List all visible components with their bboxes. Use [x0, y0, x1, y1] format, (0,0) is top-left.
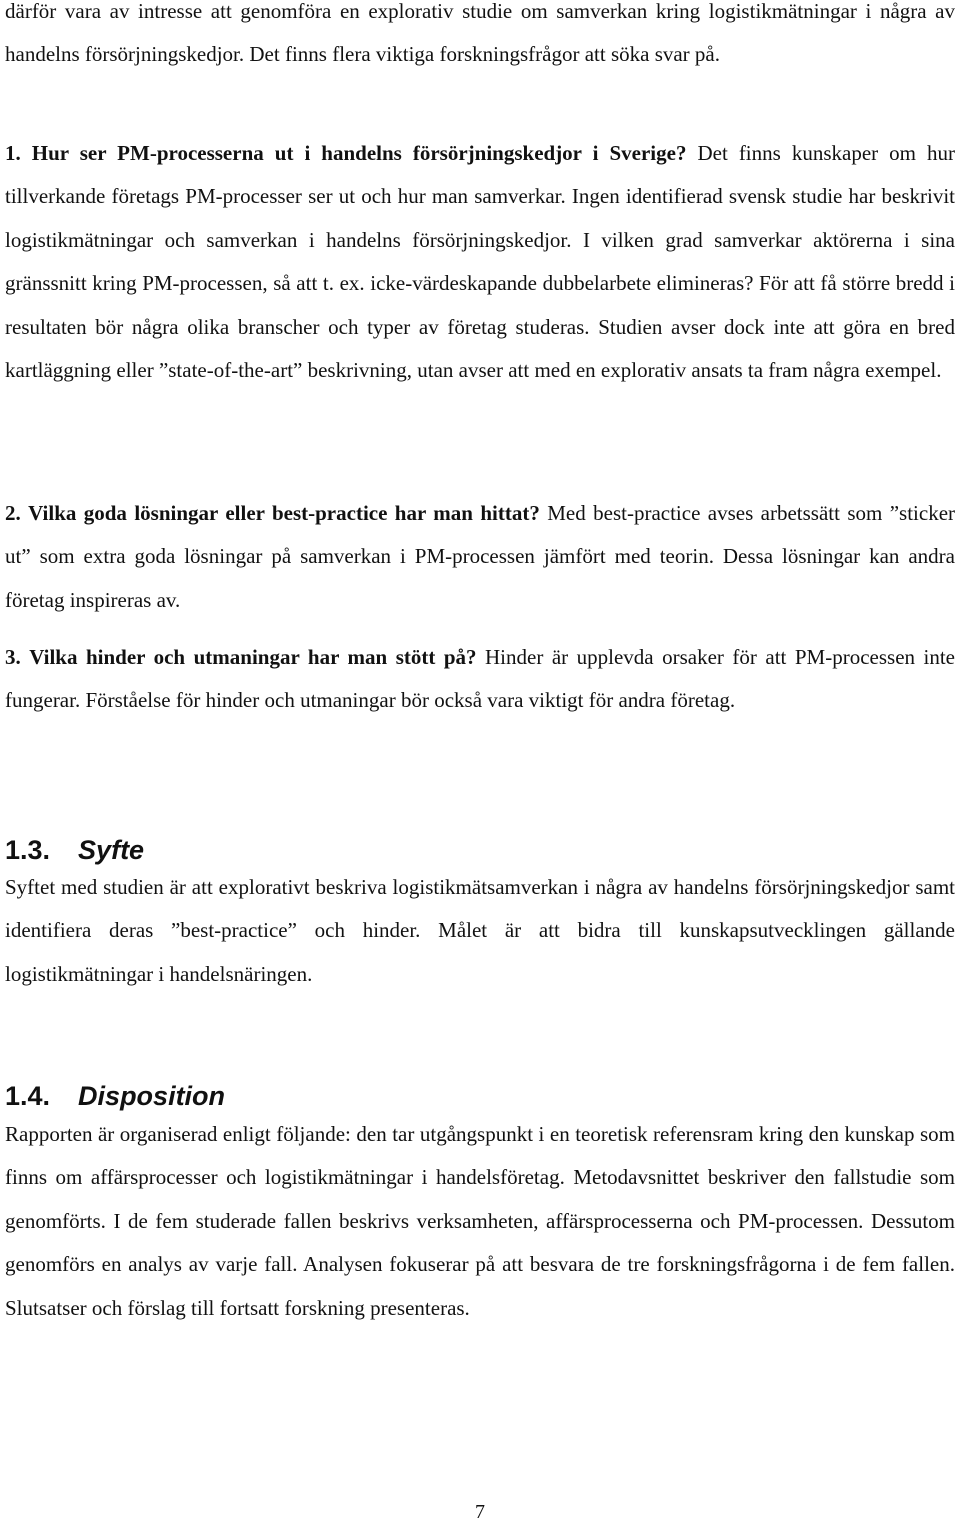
- question-body: Det finns kunskaper om hur tillverkande företags PM-processer ser ut och hur man samverkar. Ingen identifierad svensk studie har beskrivit logistikmätningar och samverkan i handelns försörjningskedjor. I vilken grad samverkar aktörerna i sina gränssnitt kring PM-processen, så att t. ex. icke-värdeskapande dubbelarbete elimineras? För att få större bredd i resultaten bör några olika branscher och typer av företag studeras. Studien avser dock inte att göra en bred kartläggning eller ”state-of-the-art” beskrivning, utan avser att med en explorativ ansats ta fram några exempel.: [5, 141, 955, 383]
- research-question-2: [5, 492, 955, 622]
- section-title: Syfte: [78, 835, 145, 865]
- question-heading: Vilka goda lösningar eller best-practice har man hittat?: [28, 501, 540, 525]
- syfte-paragraph: Syftet med studien är att explorativt beskriva logistikmätsamverkan i några av handelns försörjningskedjor samt identifiera deras ”best-practice” och hinder. Målet är att bidra till kunskapsutvecklingen gällande logistikmätningar i handelsnäringen.: [5, 875, 955, 986]
- section-heading-disposition: [5, 1076, 955, 1116]
- section-number: 1.3.: [5, 835, 51, 865]
- research-question-1: [5, 132, 955, 392]
- section-heading-syfte: [5, 830, 955, 870]
- question-number: 2.: [5, 501, 21, 525]
- question-heading: Hur ser PM-processerna ut i handelns försörjningskedjor i Sverige?: [31, 141, 687, 165]
- question-number: 3.: [5, 645, 21, 669]
- page-number: 7: [475, 1501, 485, 1523]
- question-body: Med best-practice avses arbetssätt som ”sticker ut” som extra goda lösningar på samverkan i PM-processen jämfört med teorin. Dessa lösningar kan andra företag inspireras av.: [5, 501, 956, 612]
- disposition-paragraph: Rapporten är organiserad enligt följande: den tar utgångspunkt i en teoretisk referensram kring den kunskap som finns om affärsprocesser och logistikmätningar i handelsföretag. Metodavsnittet beskriver den fallstudie som genomförts. I de fem studerade fallen beskrivs verksamheten, affärsprocesserna och PM-processen. Dessutom genomförs en analys av varje fall. Analysen fokuserar på att besvara de tre forskningsfrågorna i de fem fallen. Slutsatser och förslag till fortsatt forskning presenteras.: [5, 1122, 955, 1320]
- question-body: Hinder är upplevda orsaker för att PM-processen inte fungerar. Förståelse för hinder och utmaningar bör också vara viktigt för andra företag.: [5, 645, 956, 713]
- section-title: Disposition: [78, 1081, 226, 1111]
- intro-paragraph: därför vara av intresse att genomföra en explorativ studie om samverkan kring logistikmätningar i några av handelns försörjningskedjor. Det finns flera viktiga forskningsfrågor att söka svar på.: [5, 0, 955, 67]
- section-number: 1.4.: [5, 1081, 51, 1111]
- question-number: 1.: [5, 141, 21, 165]
- research-question-3: [5, 636, 955, 723]
- question-heading: Vilka hinder och utmaningar har man stött på?: [29, 645, 477, 669]
